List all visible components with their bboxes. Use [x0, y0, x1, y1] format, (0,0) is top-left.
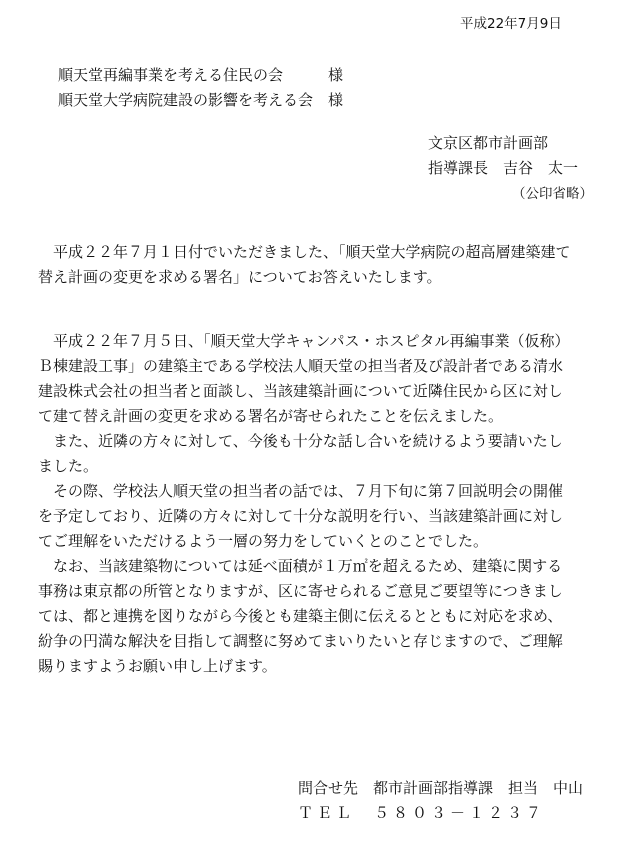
letter-date: 平成22年7月9日	[460, 16, 562, 32]
text-line: ました。	[38, 457, 99, 475]
text-line: Ｂ棟建設工事」の建築主である学校法人順天堂の担当者及び設計者である清水	[38, 357, 564, 375]
text-line: 平成２２年７月５日、「順天堂大学キャンパス・ホスピタル再編事業（仮称）	[38, 332, 570, 350]
sender-department: 文京区都市計画部	[428, 134, 549, 152]
text-line: 紛争の円満な解決を目指して調整に努めてまいりたいと存じますので、ご理解	[38, 632, 563, 650]
text-line: 平成２２年７月１日付でいただきました、「順天堂大学病院の超高層建築建て	[38, 243, 571, 261]
paragraph-intro	[38, 240, 604, 290]
text-line: てご理解をいただけるよう一層の努力をしていくとのことでした。	[38, 532, 489, 550]
recipient-line-2: 順天堂大学病院建設の影響を考える会 様	[58, 91, 344, 109]
recipient-line-1: 順天堂再編事業を考える住民の会 様	[58, 66, 344, 84]
contact-phone: ＴＥＬ ５８０３－１２３７	[298, 804, 546, 822]
text-line: また、近隣の方々に対して、今後も十分な話し合いを続けるよう要請いたし	[38, 432, 563, 450]
text-line: ては、都と連携を図りながら今後とも建築主側に伝えるとともに対応を求め、	[38, 607, 563, 625]
text-line: 替え計画の変更を求める署名」についてお答えいたします。	[38, 268, 442, 286]
text-line: を予定しており、近隣の方々に対して十分な説明を行い、当該建築計画に対し	[38, 507, 564, 525]
text-line: なお、当該建築物については延べ面積が１万㎡を超えるため、建築に関する	[38, 557, 563, 575]
text-line: て建て替え計画の変更を求める署名が寄せられたことを伝えました。	[38, 407, 504, 425]
text-line: 事務は東京都の所管となりますが、区に寄せられるご意見ご要望等につきまし	[38, 582, 563, 600]
seal-omitted-note: （公印省略）	[512, 186, 593, 202]
contact-info: 問合せ先 都市計画部指導課 担当 中山	[298, 779, 584, 797]
text-line: 建設株式会社の担当者と面談し、当該建築計画について近隣住民から区に対し	[38, 382, 563, 400]
sender-name: 指導課長 吉谷 太一	[428, 159, 579, 177]
text-line: 賜りますようお願い申し上げます。	[38, 657, 277, 675]
paragraph-main	[38, 329, 604, 679]
text-line: その際、学校法人順天堂の担当者の話では、７月下旬に第７回説明会の開催	[38, 482, 564, 500]
